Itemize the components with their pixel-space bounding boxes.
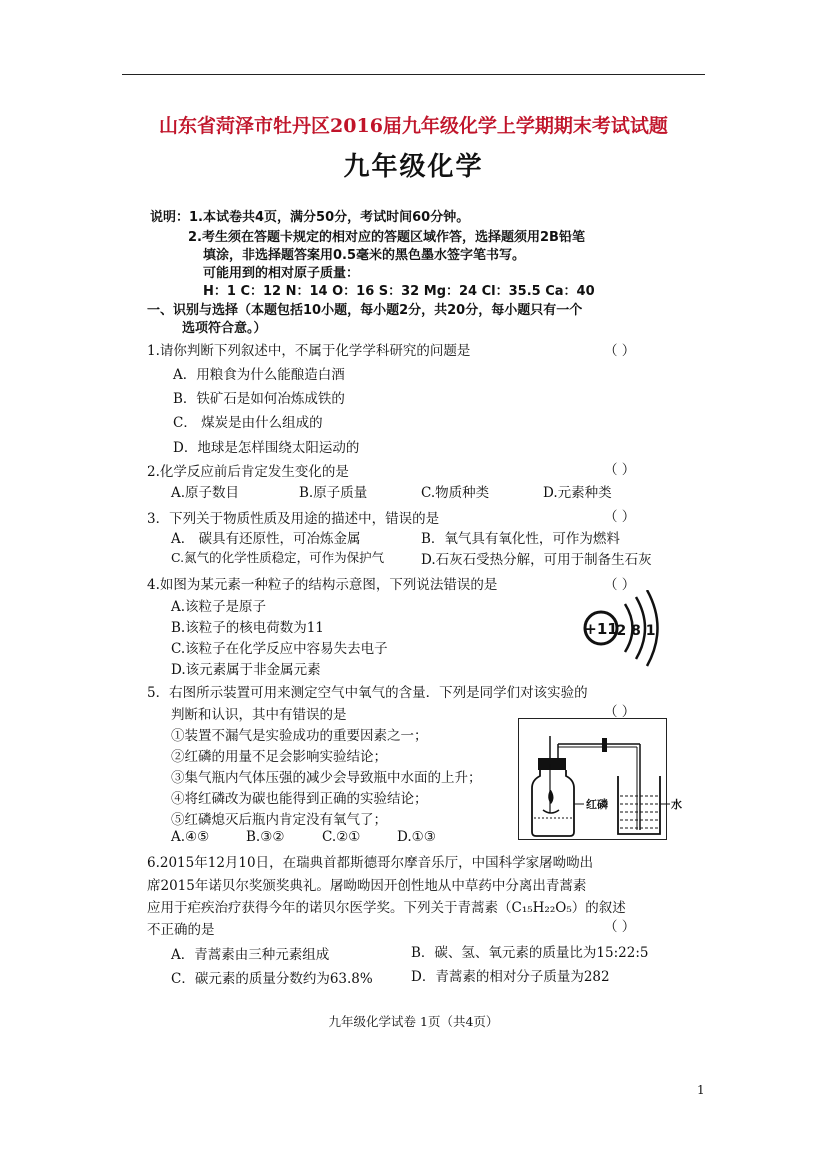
q5-option-d: D.①③ xyxy=(397,829,436,845)
page-number: 1 xyxy=(697,1083,705,1097)
q5-statement-4: ④将红磷改为碳也能得到正确的实验结论； xyxy=(171,791,428,807)
combustion-spoon xyxy=(543,810,559,813)
instructions-line-4: 可能用到的相对原子质量： xyxy=(203,266,360,281)
q2-answer-blank: （ ） xyxy=(604,462,636,478)
q4-answer-blank: （ ） xyxy=(604,577,636,593)
q5-statement-3: ③集气瓶内气体压强的减少会导致瓶中水面的上升； xyxy=(171,770,482,786)
q2-option-a: A.原子数目 xyxy=(171,485,240,501)
q1-option-a: A．用粮食为什么能酿造白酒 xyxy=(173,367,345,383)
section-heading: 一、识别与选择（本题包括10小题，每小题2分，共20分，每小题只有一个 xyxy=(147,303,583,318)
q6-stem-line-2: 席2015年诺贝尔奖颁奖典礼。屠呦呦因开创性地从中草药中分离出青蒿素 xyxy=(147,878,587,894)
water-label: 水 xyxy=(671,798,682,811)
q1-option-b: B．铁矿石是如何冶炼成铁的 xyxy=(173,391,345,407)
q4-option-a: A.该粒子是原子 xyxy=(171,599,267,615)
nucleus-charge: +11 xyxy=(584,620,618,638)
document-title: 山东省菏泽市牡丹区2016届九年级化学上学期期末考试试题 xyxy=(159,115,668,137)
q6-answer-blank: （ ） xyxy=(604,919,636,935)
q4-option-b: B.该粒子的核电荷数为11 xyxy=(171,620,324,636)
top-rule xyxy=(122,74,705,75)
section-heading-cont: 选项符合意。） xyxy=(182,321,267,336)
q2-stem: 2.化学反应前后肯定发生变化的是 xyxy=(147,464,349,480)
gas-collection-bottle xyxy=(532,770,574,836)
q5-statement-2: ②红磷的用量不足会影响实验结论； xyxy=(171,749,387,765)
q6-option-d: D．青蒿素的相对分子质量为282 xyxy=(411,969,610,985)
q3-option-d: D.石灰石受热分解，可用于制备生石灰 xyxy=(421,552,652,568)
shell-electrons: 2 8 1 xyxy=(616,623,656,639)
q1-answer-blank: （ ） xyxy=(604,343,636,359)
q6-stem-line-4: 不正确的是 xyxy=(147,922,215,938)
page-footer: 九年级化学试卷 1页（共4页） xyxy=(328,1014,499,1029)
q5-option-b: B.③② xyxy=(246,829,285,845)
subject-heading: 九年级化学 xyxy=(343,152,484,182)
flame-icon xyxy=(548,790,553,804)
diagram-frame xyxy=(519,719,667,840)
q4-stem: 4.如图为某元素一种粒子的结构示意图，下列说法错误的是 xyxy=(147,577,498,593)
water-fill xyxy=(620,796,658,828)
instructions-line-3: 填涂，非选择题答案用0.5毫米的黑色墨水签字笔书写。 xyxy=(203,248,526,263)
q2-option-d: D.元素种类 xyxy=(543,485,612,501)
stopper xyxy=(538,758,566,770)
instructions-line-5: H：1 C：12 N：14 O：16 S：32 Mg：24 Cl：35.5 Ca：40 xyxy=(203,284,595,299)
q3-stem: 3．下列关于物质性质及用途的描述中，错误的是 xyxy=(147,511,440,527)
q5-option-c: C.②① xyxy=(322,829,361,845)
atom-structure-diagram xyxy=(570,590,670,670)
q6-option-b: B．碳、氢、氧元素的质量比为15:22:5 xyxy=(411,945,649,961)
q3-option-b: B．氧气具有氧化性，可作为燃料 xyxy=(421,531,620,547)
apparatus-diagram xyxy=(518,718,684,840)
instructions-line-1: 说明：1.本试卷共4页，满分50分，考试时间60分钟。 xyxy=(150,210,470,225)
q6-option-c: C．碳元素的质量分数约为63.8% xyxy=(171,971,373,987)
beaker xyxy=(618,776,660,834)
q3-option-c: C.氮气的化学性质稳定，可作为保护气 xyxy=(171,550,385,565)
q4-option-d: D.该元素属于非金属元素 xyxy=(171,662,321,678)
q1-option-c: C． 煤炭是由什么组成的 xyxy=(173,415,323,431)
q1-option-d: D．地球是怎样围绕太阳运动的 xyxy=(173,440,360,456)
q5-option-a: A.④⑤ xyxy=(171,829,210,845)
q6-stem-line-1: 6.2015年12月10日，在瑞典首都斯德哥尔摩音乐厅，中国科学家屠呦呦出 xyxy=(147,855,594,871)
q3-option-a: A． 碳具有还原性，可冶炼金属 xyxy=(171,531,361,547)
tube-clamp xyxy=(602,738,607,752)
q6-option-a: A．青蒿素由三种元素组成 xyxy=(171,947,330,963)
q3-answer-blank: （ ） xyxy=(604,509,636,525)
q5-answer-blank: （ ） xyxy=(604,704,636,720)
q5-statement-5: ⑤红磷熄灭后瓶内肯定没有氧气了； xyxy=(171,812,387,828)
q5-stem-cont: 判断和认识，其中有错误的是 xyxy=(171,707,347,723)
q6-stem-line-3: 应用于疟疾治疗获得今年的诺贝尔医学奖。下列关于青蒿素（C₁₅H₂₂O₅）的叙述 xyxy=(147,900,626,916)
red-phosphorus-label: 红磷 xyxy=(586,798,608,811)
q1-stem: 1.请你判断下列叙述中，不属于化学学科研究的问题是 xyxy=(147,343,471,359)
q2-option-b: B.原子质量 xyxy=(299,485,368,501)
q5-stem: 5．右图所示装置可用来测定空气中氧气的含量．下列是同学们对该实验的 xyxy=(147,685,588,701)
q4-option-c: C.该粒子在化学反应中容易失去电子 xyxy=(171,641,388,657)
q5-statement-1: ①装置不漏气是实验成功的重要因素之一； xyxy=(171,728,428,744)
instructions-line-2: 2.考生须在答题卡规定的相对应的答题区域作答，选择题须用2B铅笔 xyxy=(188,230,585,245)
q2-option-c: C.物质种类 xyxy=(421,485,490,501)
